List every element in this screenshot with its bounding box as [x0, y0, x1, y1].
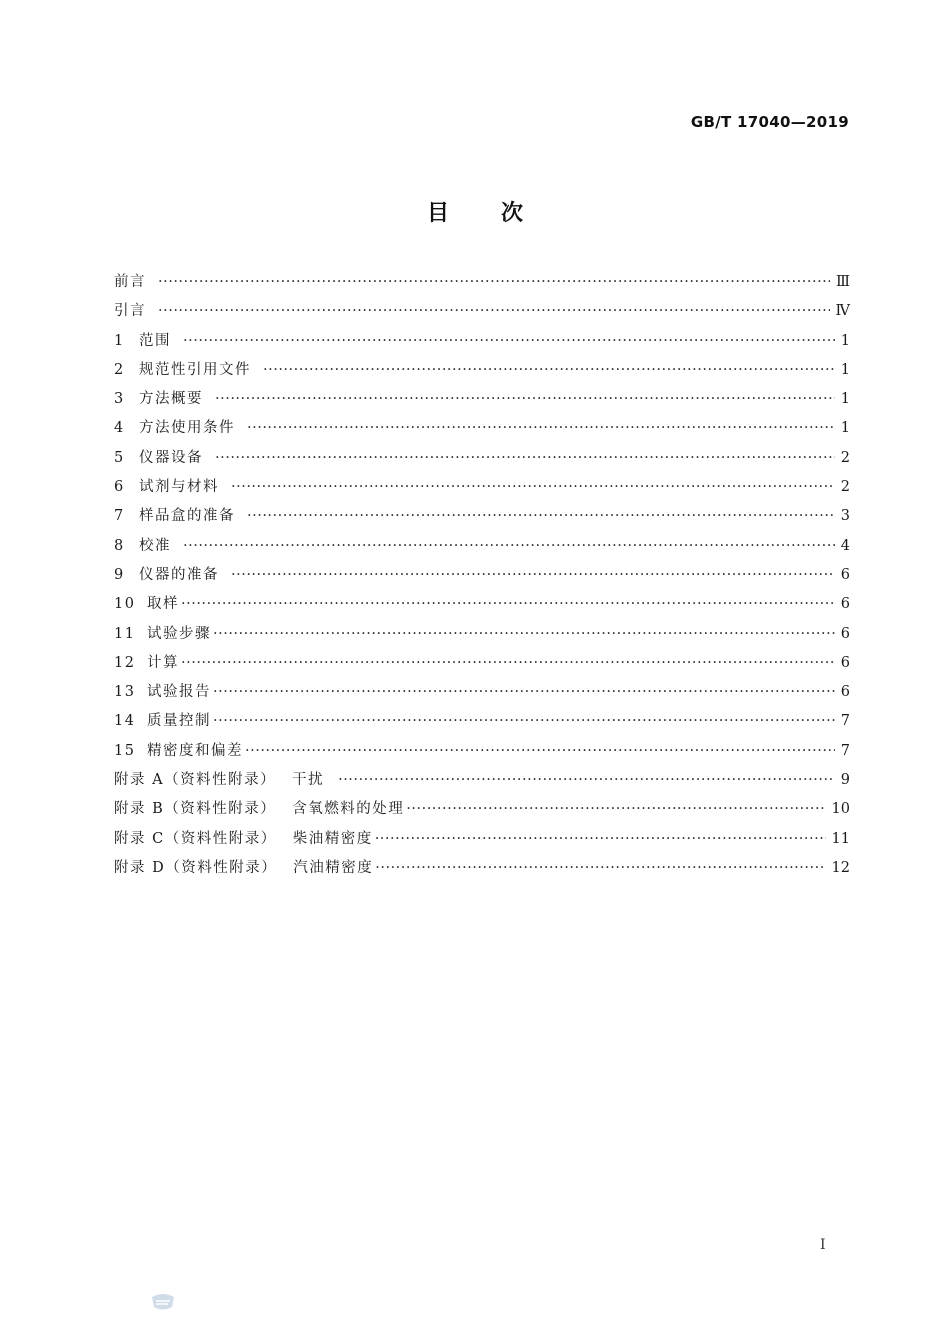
toc-leader-dots: [158, 274, 830, 290]
publisher-logo-icon: [150, 1293, 176, 1311]
toc-entry-title: 含氧燃料的处理: [292, 801, 405, 818]
toc-entry-number: 12: [114, 654, 136, 671]
toc-entry-appendix-a[interactable]: [114, 768, 850, 797]
toc-entry-number: 7: [114, 508, 125, 525]
toc-leader-dots: [231, 479, 835, 495]
toc-entry-page: 2: [840, 449, 850, 466]
toc-entry-page: 4: [840, 537, 850, 554]
toc-entry-title: 试验报告: [147, 684, 211, 701]
toc-entry-title: 引言: [114, 303, 146, 320]
toc-entry-title: 校准: [139, 537, 171, 554]
toc-entry-section-15[interactable]: [114, 739, 850, 768]
toc-entry-page: 11: [831, 830, 850, 847]
toc-entry-number: 15: [114, 742, 136, 759]
toc-entry-number: 8: [114, 537, 125, 554]
toc-entry-introduction[interactable]: [114, 299, 850, 328]
toc-entry-section-6[interactable]: [114, 475, 850, 504]
toc-entry-section-10[interactable]: [114, 592, 850, 621]
toc-leader-dots: [213, 713, 835, 729]
toc-leader-dots: [181, 596, 835, 612]
toc-entry-title: 汽油精密度: [293, 859, 374, 876]
toc-entry-number: 10: [114, 596, 136, 613]
toc-entry-section-4[interactable]: [114, 416, 850, 445]
toc-entry-title: 柴油精密度: [292, 830, 373, 847]
toc-entry-number: 附录 B（资料性附录）: [114, 801, 277, 818]
toc-entry-title: 计算: [147, 654, 179, 671]
toc-entry-title: 质量控制: [147, 713, 211, 730]
toc-leader-dots: [263, 362, 835, 378]
toc-entry-section-7[interactable]: [114, 504, 850, 533]
standard-code: GB/T 17040—2019: [690, 113, 849, 131]
toc-leader-dots: [247, 420, 835, 436]
toc-entry-title: 方法使用条件: [139, 420, 235, 437]
toc-entry-page: 6: [840, 684, 850, 701]
page-title-char-2: 次: [501, 201, 524, 226]
toc-leader-dots: [215, 391, 835, 407]
toc-entry-title: 规范性引用文件: [139, 361, 251, 378]
page-title-char-1: 目: [426, 201, 449, 226]
toc-leader-dots: [375, 831, 826, 847]
toc-entry-number: 4: [114, 420, 125, 437]
toc-entry-page: Ⅳ: [835, 303, 850, 320]
toc-entry-page: 9: [840, 772, 850, 789]
toc-entry-section-2[interactable]: [114, 358, 850, 387]
toc-leader-dots: [181, 655, 835, 671]
toc-leader-dots: [245, 743, 835, 759]
toc-entry-section-12[interactable]: [114, 651, 850, 680]
toc-entry-title: 仪器的准备: [139, 566, 219, 583]
toc-entry-page: 2: [840, 479, 850, 496]
footer-page-number: Ⅰ: [820, 1237, 826, 1253]
toc-leader-dots: [338, 772, 835, 788]
toc-entry-title: 精密度和偏差: [147, 742, 243, 759]
toc-entry-number: 3: [114, 391, 125, 408]
toc-entry-section-8[interactable]: [114, 534, 850, 563]
toc-entry-page: 3: [840, 508, 850, 525]
toc-leader-dots: [247, 508, 835, 524]
toc-entry-title: 方法概要: [139, 391, 203, 408]
toc-entry-page: 1: [840, 332, 850, 349]
toc-entry-appendix-c[interactable]: [114, 827, 850, 856]
toc-entry-page: 1: [840, 420, 850, 437]
toc-entry-section-1[interactable]: [114, 329, 850, 358]
toc-entry-page: 7: [840, 713, 850, 730]
toc-entry-preface[interactable]: [114, 270, 850, 299]
toc-entry-number: 6: [114, 479, 125, 496]
toc-entry-page: 1: [840, 361, 850, 378]
toc-entry-title: 样品盒的准备: [139, 508, 235, 525]
toc-entry-title: 前言: [114, 274, 146, 290]
toc-entry-page: 1: [840, 391, 850, 408]
toc-entry-number: 11: [114, 625, 136, 642]
toc-leader-dots: [183, 538, 835, 554]
toc-entry-page: Ⅲ: [836, 274, 850, 290]
toc-entry-number: 5: [114, 449, 125, 466]
toc-entry-appendix-d[interactable]: [114, 856, 850, 885]
table-of-contents: [114, 270, 850, 885]
toc-leader-dots: [183, 333, 835, 349]
toc-entry-title: 试验步骤: [147, 625, 211, 642]
toc-entry-number: 9: [114, 566, 125, 583]
toc-entry-page: 10: [831, 801, 850, 818]
toc-entry-section-3[interactable]: [114, 387, 850, 416]
toc-entry-number: 附录 C（资料性附录）: [114, 830, 277, 847]
toc-entry-title: 试剂与材料: [139, 479, 219, 496]
toc-entry-title: 仪器设备: [139, 449, 203, 466]
toc-entry-page: 6: [840, 596, 850, 613]
toc-entry-page: 6: [840, 625, 850, 642]
toc-entry-section-11[interactable]: [114, 622, 850, 651]
toc-entry-number: 附录 A（资料性附录）: [114, 772, 277, 789]
toc-leader-dots: [213, 626, 835, 642]
toc-entry-title: 干扰: [292, 772, 325, 789]
page-title: [0, 196, 950, 227]
toc-entry-page: 12: [831, 859, 850, 876]
toc-entry-number: 附录 D（资料性附录）: [114, 859, 278, 876]
toc-entry-number: 2: [114, 361, 125, 378]
toc-entry-section-9[interactable]: [114, 563, 850, 592]
toc-leader-dots: [213, 684, 835, 700]
toc-entry-title: 取样: [147, 596, 179, 613]
toc-entry-section-14[interactable]: [114, 709, 850, 738]
toc-entry-page: 7: [840, 742, 850, 759]
toc-leader-dots: [215, 450, 835, 466]
toc-leader-dots: [406, 801, 825, 817]
toc-leader-dots: [375, 860, 825, 876]
toc-entry-title: 范围: [139, 332, 171, 349]
toc-entry-section-5[interactable]: [114, 446, 850, 475]
toc-entry-number: 14: [114, 713, 136, 730]
toc-entry-page: 6: [840, 654, 850, 671]
toc-leader-dots: [231, 567, 835, 583]
toc-entry-section-13[interactable]: [114, 680, 850, 709]
toc-leader-dots: [158, 303, 830, 319]
toc-entry-number: 13: [114, 684, 136, 701]
toc-entry-page: 6: [840, 566, 850, 583]
toc-entry-appendix-b[interactable]: [114, 797, 850, 826]
toc-entry-number: 1: [114, 332, 125, 349]
